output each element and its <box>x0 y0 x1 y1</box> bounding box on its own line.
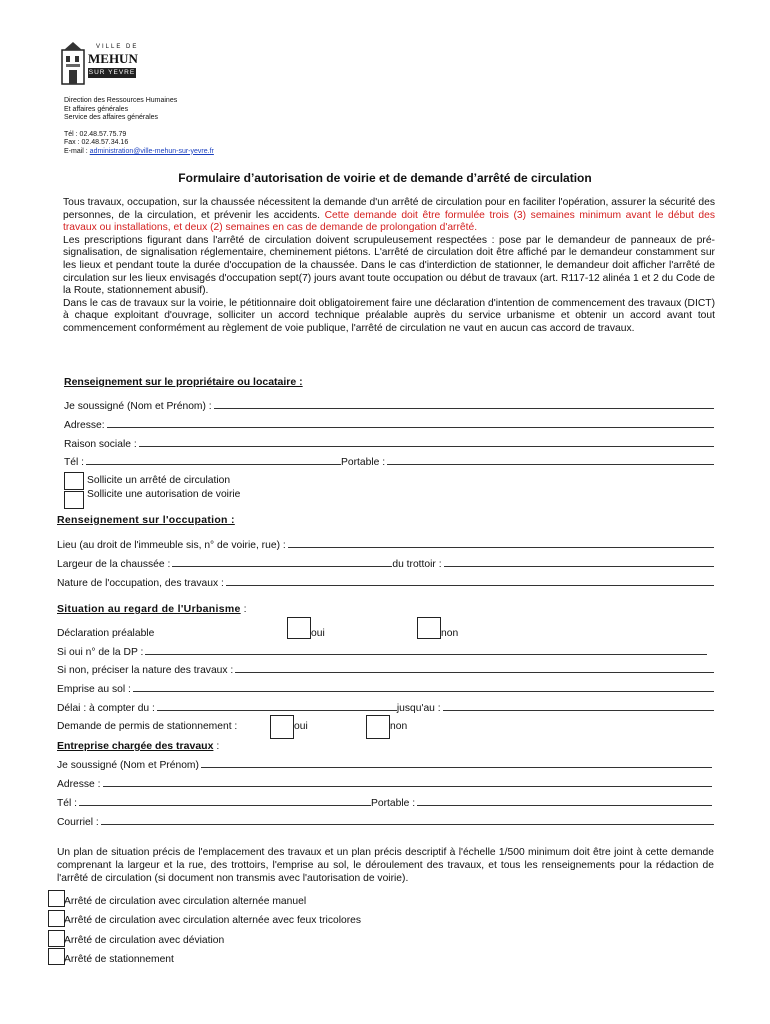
company-tel-field[interactable] <box>79 805 371 806</box>
owner-phone-row <box>64 457 714 468</box>
company-colon: : <box>213 740 220 752</box>
parking-yes-label: oui <box>294 721 308 732</box>
email-link[interactable]: administration@ville-mehun-sur-yevre.fr <box>89 147 214 155</box>
works-nature-field[interactable] <box>235 672 714 673</box>
logo-ville: VILLE DE <box>96 44 139 50</box>
owner-company-row <box>64 439 714 450</box>
option-traffic-lights-checkbox[interactable] <box>48 910 65 927</box>
delay-until-label: jusqu'au : <box>396 703 441 714</box>
logo-subtitle: SUR YEVRE <box>88 69 136 76</box>
occupation-heading: Renseignement sur l'occupation : <box>57 514 235 526</box>
option-traffic-lights-label: Arrêté de circulation avec circulation alternée avec feux tricolores <box>64 915 362 926</box>
parking-no-checkbox[interactable] <box>366 715 390 739</box>
width-row <box>57 559 714 570</box>
company-name-label: Je soussigné (Nom et Prénom) <box>57 760 199 771</box>
road-width-field[interactable] <box>172 566 392 567</box>
works-nature-row <box>57 665 714 676</box>
sidewalk-width-field[interactable] <box>444 566 714 567</box>
parking-permit-label: Demande de permis de stationnement : <box>57 721 238 732</box>
address-line: Service des affaires générales <box>64 114 159 121</box>
company-mobile-field[interactable] <box>417 805 712 806</box>
owner-name-label: Je soussigné (Nom et Prénom) : <box>64 401 212 412</box>
company-name-field[interactable] <box>201 767 712 768</box>
intro-p2: Les prescriptions figurant dans l'arrêté de circulation doivent scrupuleusement respectées : pose par le demandeur de panneaux de pré-signalisation, de signalisation réglementaire, cheminement piétons. L'arrêté de circulation doit être affiché par le demandeur constamment sur les lieux et pendant toute la durée d'occupation de la chaussée. Dans le cas d'interdiction de stationner, le demandeur doit afficher l'arrêté de circulation sur les lieux envisagés d'occupation sept(7) jours avant toute occupation ou début de travaux (art. R117-12 alinéa 1 et 2 du Code de la Route, stationnement abusif). <box>63 234 715 297</box>
plan-note: Un plan de situation précis de l'emplacement des travaux et un plan précis descriptif à l'échelle 1/500 minimum doit être joint à cette demande comprenant la largeur et la rue, des trottoirs, l'emprise au sol, le déroulement des travaux, et tous les renseignements pour la rédaction de l'arrêté de circulation (si document non transmis avec l'autorisation de voirie). <box>57 847 714 884</box>
works-nature-label: Si non, préciser la nature des travaux : <box>57 665 234 676</box>
company-tel-label: Tél : <box>57 798 78 809</box>
owner-name-row <box>64 401 714 412</box>
town-logo <box>60 40 140 86</box>
option-parking-checkbox[interactable] <box>48 948 65 965</box>
owner-address-label: Adresse: <box>64 420 105 431</box>
company-name-row <box>57 760 712 771</box>
company-address-row <box>57 779 712 790</box>
sidewalk-width-label: du trottoir : <box>392 559 442 570</box>
intro-deadline-warning: Cette demande doit être formulée trois (3) semaines minimum avant le début des travaux ou installations, et deux (2) semaines en cas de demande de prolongation d'arrêté. <box>63 209 715 234</box>
request-voirie-label: Sollicite une autorisation de voirie <box>87 489 241 500</box>
intro-p3: Dans le cas de travaux sur la voirie, le pétitionnaire doit obligatoirement faire une déclaration d'intention de commencement des travaux (DICT) à chaque exploitant d'ouvrage, solliciter un accord technique préalable auprès du service urbanisme et obtenir un accord avant tout commencement conformément au règlement de voie publique, l'arrêté de circulation ne vaut en aucun cas accord de travaux. <box>63 297 715 334</box>
company-email-row <box>57 817 714 828</box>
company-heading-row <box>57 740 219 752</box>
company-email-field[interactable] <box>101 824 714 825</box>
urbanism-colon: : <box>240 603 247 615</box>
declaration-yes-label: oui <box>311 628 325 639</box>
sender-address <box>64 97 214 156</box>
nature-row <box>57 578 714 589</box>
owner-mobile-field[interactable] <box>387 464 714 465</box>
road-width-label: Largeur de la chaussée : <box>57 559 171 570</box>
delay-until-field[interactable] <box>443 710 714 711</box>
email-label: E-mail : <box>64 147 90 155</box>
place-row <box>57 540 714 551</box>
dp-field[interactable] <box>145 654 707 655</box>
owner-heading: Renseignement sur le propriétaire ou locataire : <box>64 376 303 388</box>
footprint-field[interactable] <box>133 691 714 692</box>
fax: Fax : 02.48.57.34.16 <box>64 139 129 146</box>
owner-mobile-label: Portable : <box>341 457 386 468</box>
parking-no-label: non <box>390 721 408 732</box>
nature-field[interactable] <box>226 585 714 586</box>
footprint-row <box>57 684 714 695</box>
request-circulation-label: Sollicite un arrêté de circulation <box>87 475 231 486</box>
dp-label: Si oui n° de la DP : <box>57 647 144 658</box>
company-address-label: Adresse : <box>57 779 101 790</box>
owner-company-label: Raison sociale : <box>64 439 137 450</box>
declaration-label: Déclaration préalable <box>57 628 155 639</box>
dp-row <box>57 647 707 658</box>
phone: Tél : 02.48.57.75.79 <box>64 130 127 138</box>
nature-label: Nature de l'occupation, des travaux : <box>57 578 224 589</box>
address-line: Direction des Ressources Humaines <box>64 97 178 104</box>
place-label: Lieu (au droit de l'immeuble sis, n° de voirie, rue) : <box>57 540 286 551</box>
option-detour-checkbox[interactable] <box>48 930 65 947</box>
footprint-label: Emprise au sol : <box>57 684 131 695</box>
owner-address-field[interactable] <box>107 427 714 428</box>
option-detour-label: Arrêté de circulation avec déviation <box>64 935 225 946</box>
declaration-yes-checkbox[interactable] <box>287 617 311 639</box>
owner-company-field[interactable] <box>139 446 714 447</box>
owner-tel-field[interactable] <box>86 464 341 465</box>
delay-from-field[interactable] <box>157 710 397 711</box>
request-circulation-checkbox[interactable] <box>64 472 84 490</box>
company-phone-row <box>57 798 712 809</box>
place-field[interactable] <box>288 547 714 548</box>
intro-text <box>63 197 715 336</box>
logo-name: MEHUN <box>88 51 138 66</box>
urbanism-heading: Situation au regard de l'Urbanisme <box>57 603 241 615</box>
option-manual-checkbox[interactable] <box>48 890 65 907</box>
address-line: Et affaires générales <box>64 105 129 113</box>
owner-tel-label: Tél : <box>64 457 85 468</box>
owner-name-field[interactable] <box>214 408 714 409</box>
company-mobile-label: Portable : <box>371 798 416 809</box>
company-address-field[interactable] <box>103 786 713 787</box>
option-manual-label: Arrêté de circulation avec circulation alternée manuel <box>64 896 307 907</box>
declaration-no-checkbox[interactable] <box>417 617 441 639</box>
urbanism-heading-row <box>57 603 247 615</box>
declaration-no-label: non <box>441 628 459 639</box>
form-title: Formulaire d’autorisation de voirie et de demande d’arrêté de circulation <box>178 171 592 185</box>
owner-address-row <box>64 420 714 431</box>
intro-p1: Tous travaux, occupation, sur la chaussée nécessitent la demande d'un arrêté de circulation pour en faciliter l'opération, assurer la sécurité des personnes, de la circulation, et prévenir les accidents. <box>63 197 715 221</box>
option-parking-label: Arrêté de stationnement <box>64 954 174 965</box>
request-voirie-checkbox[interactable] <box>64 491 84 509</box>
delay-row <box>57 703 714 714</box>
delay-from-label: Délai : à compter du : <box>57 703 155 714</box>
company-email-label: Courriel : <box>57 817 99 828</box>
parking-yes-checkbox[interactable] <box>270 715 294 739</box>
company-heading: Entreprise chargée des travaux <box>57 740 214 752</box>
